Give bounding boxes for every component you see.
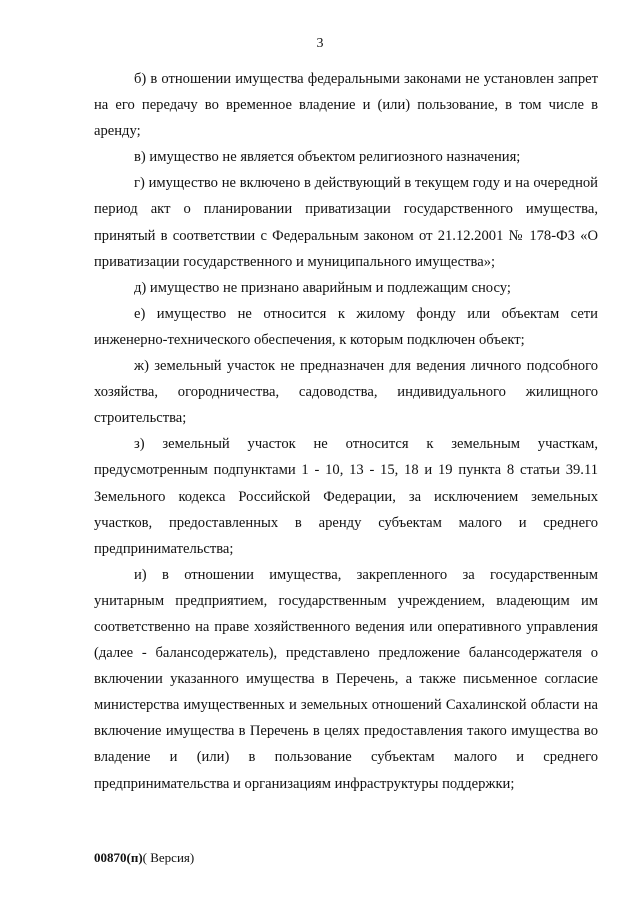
page-number: 3 bbox=[316, 36, 324, 51]
document-footer bbox=[94, 850, 194, 866]
paragraph-z: з) земельный участок не относится к земельным участкам, предусмотренным подпунктами 1 - 10, 13 - 15, 18 и 19 пункта 8 статьи 39.11 Земельного кодекса Российской Федерации, за исключением земельных участков, предоставленных в аренду субъектам малого и среднего предпринимательства; bbox=[94, 436, 598, 557]
paragraph-b: б) в отношении имущества федеральными законами не установлен запрет на его передачу во временное владение и (или) пользование, в том числе в аренду; bbox=[94, 71, 598, 140]
document-code: 00870(п) bbox=[94, 850, 143, 865]
paragraph-zh: ж) земельный участок не предназначен для ведения личного подсобного хозяйства, огородничества, садоводства, индивидуального жилищного строительства; bbox=[94, 358, 598, 427]
paragraph-v: в) имущество не является объектом религиозного назначения; bbox=[134, 149, 521, 166]
document-version: ( Версия) bbox=[142, 850, 195, 865]
paragraph-e: е) имущество не относится к жилому фонду или объектам сети инженерно-технического обеспечения, к которым подключен объект; bbox=[94, 305, 598, 348]
paragraph-d: д) имущество не признано аварийным и подлежащим сносу; bbox=[134, 279, 511, 296]
paragraph-g: г) имущество не включено в действующий в текущем году и на очередной период акт о планировании приватизации государственного имущества, принятый в соответствии с Федеральным законом от 21.12.2001 № 178-ФЗ «О приватизации государственного и муниципального имущества»; bbox=[94, 175, 598, 270]
document-body bbox=[94, 66, 598, 797]
paragraph-i: и) в отношении имущества, закрепленного за государственным унитарным предприятием, государственным учреждением, владеющим им соответственно на праве хозяйственного ведения или оперативного управления (далее - балансодержатель), представлено предложение балансодержателя о включении указанного имущества в Перечень, а также письменное согласие министерства имущественных и земельных отношений Сахалинской области на включение имущества в Перечень в целях предоставления такого имущества во владение и (или) в пользование субъектам малого и среднего предпринимательства и организациям инфраструктуры поддержки; bbox=[94, 566, 598, 792]
